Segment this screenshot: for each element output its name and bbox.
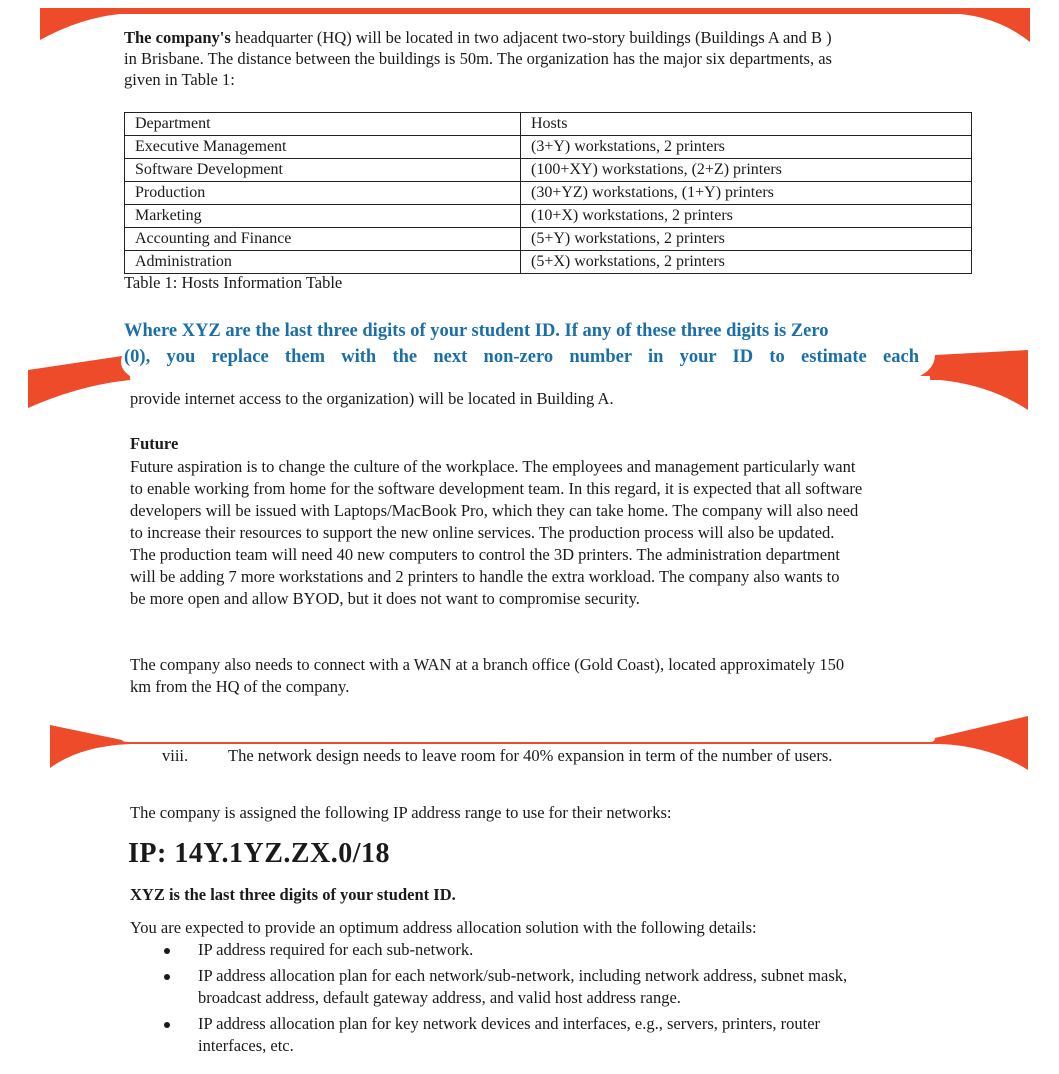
table-cell-department: Executive Management [125, 136, 521, 159]
crop-marker-lower [50, 716, 1028, 770]
list-item-line: IP address allocation plan for key network devices and interfaces, e.g., servers, printers, router [198, 1014, 821, 1033]
ip-assigned-line: The company is assigned the following IP address range to use for their networks: [130, 803, 672, 822]
note-line2: (0), you replace them with the next non-zero number in your ID to estimate each [124, 347, 919, 367]
list-item-line: IP address required for each sub-network. [198, 940, 474, 959]
expected-line: You are expected to provide an optimum address allocation solution with the following details: [130, 918, 757, 937]
intro-line2: in Brisbane. The distance between the buildings is 50m. The organization has the major six departments, as [124, 49, 832, 68]
requirement-viii-numeral: viii. [162, 746, 189, 765]
table-header-hosts: Hosts [521, 113, 972, 136]
future-line: to enable working from home for the software development team. In this regard, it is expected that all software [130, 479, 863, 498]
xyz-note: XYZ is the last three digits of your student ID. [130, 885, 456, 904]
future-line: The production team will need 40 new computers to control the 3D printers. The administration department [130, 545, 840, 564]
table-cell-department: Administration [125, 251, 521, 274]
table-cell-department: Marketing [125, 205, 521, 228]
table-cell-hosts: (3+Y) workstations, 2 printers [521, 136, 972, 159]
table-cell-hosts: (10+X) workstations, 2 printers [521, 205, 972, 228]
table-header-department: Department [125, 113, 521, 136]
table-cell-hosts: (100+XY) workstations, (2+Z) printers [521, 159, 972, 182]
future-line: developers will be issued with Laptops/MacBook Pro, which they can take home. The company will also need [130, 501, 859, 520]
ip-range: IP: 14Y.1YZ.ZX.0/18 [128, 838, 391, 869]
note-line1: Where XYZ are the last three digits of your student ID. If any of these three digits is Zero [124, 321, 829, 341]
list-item-line: interfaces, etc. [198, 1036, 294, 1055]
wan-line2: km from the HQ of the company. [130, 677, 350, 696]
crop-marker-top [40, 8, 1030, 42]
intro-line3: given in Table 1: [124, 70, 235, 89]
intro-line1: headquarter (HQ) will be located in two adjacent two-story buildings (Buildings A and B ) [230, 28, 832, 47]
table-cell-department: Software Development [125, 159, 521, 182]
list-item-line: IP address allocation plan for each network/sub-network, including network address, subnet mask, [198, 966, 848, 985]
future-line: to increase their resources to support the new online services. The production process will also be updated. [130, 523, 835, 542]
intro-company-word: The company's [124, 28, 231, 47]
future-line: Future aspiration is to change the culture of the workplace. The employees and management particularly want [130, 457, 856, 476]
future-line: be more open and allow BYOD, but it does not want to compromise security. [130, 589, 640, 608]
requirement-viii-text: The network design needs to leave room for 40% expansion in term of the number of users. [228, 746, 833, 765]
table-cell-department: Accounting and Finance [125, 228, 521, 251]
table-cell-department: Production [125, 182, 521, 205]
table-caption: Table 1: Hosts Information Table [124, 273, 343, 292]
table-cell-hosts: (30+YZ) workstations, (1+Y) printers [521, 182, 972, 205]
table-cell-hosts: (5+X) workstations, 2 printers [521, 251, 972, 274]
table-cell-hosts: (5+Y) workstations, 2 printers [521, 228, 972, 251]
wan-line1: The company also needs to connect with a WAN at a branch office (Gold Coast), located approximately 150 [130, 655, 845, 674]
list-item-line: broadcast address, default gateway address, and valid host address range. [198, 988, 681, 1007]
future-line: will be adding 7 more workstations and 2 printers to handle the extra workload. The company also wants to [130, 567, 840, 586]
future-heading: Future [130, 434, 179, 453]
internet-access-line: provide internet access to the organization) will be located in Building A. [130, 389, 614, 408]
